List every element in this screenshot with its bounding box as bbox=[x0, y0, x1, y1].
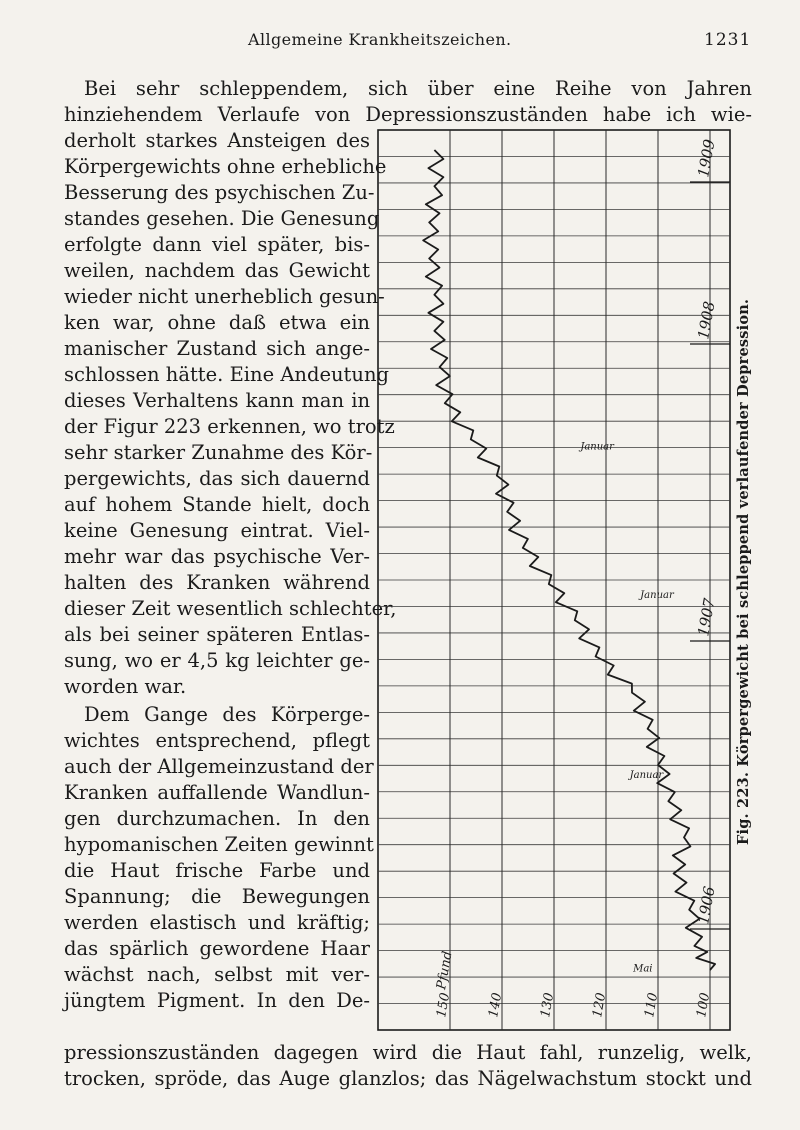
weight-tick-label: 150 bbox=[434, 991, 454, 1019]
body-line: wichtes entsprechend, pflegt bbox=[64, 729, 370, 752]
body-line: wieder nicht unerheblich gesun- bbox=[64, 285, 385, 308]
body-line: manischer Zustand sich ange- bbox=[64, 337, 370, 360]
body-line: das spärlich gewordene Haar bbox=[64, 937, 370, 960]
figure-caption: Fig. 223. Körpergewicht bei schleppend verlaufender Depression. bbox=[735, 298, 752, 845]
body-line: auch der Allgemeinzustand der bbox=[64, 755, 374, 778]
body-line: der Figur 223 erkennen, wo trotz bbox=[64, 415, 395, 438]
body-line: Bei sehr schleppendem, sich über eine Reihe von Jahren bbox=[84, 77, 752, 100]
body-line: dieser Zeit wesentlich schlechter, bbox=[64, 597, 397, 620]
body-line: Besserung des psychischen Zu- bbox=[64, 181, 375, 204]
unit-label: Pfund bbox=[434, 950, 456, 991]
body-line: gen durchzumachen. In den bbox=[64, 807, 370, 830]
weight-tick-label: 100 bbox=[694, 991, 714, 1019]
body-line: sehr starker Zunahme des Kör- bbox=[64, 441, 373, 464]
page-number: 1231 bbox=[704, 30, 752, 50]
body-line: halten des Kranken während bbox=[64, 571, 370, 594]
body-line: worden war. bbox=[64, 675, 187, 698]
body-line: pergewichts, das sich dauernd bbox=[64, 467, 370, 490]
month-label: Januar bbox=[640, 590, 674, 601]
year-label: 1906 bbox=[694, 884, 719, 926]
weight-tick-label: 110 bbox=[642, 991, 662, 1019]
body-line: pressionszuständen dagegen wird die Haut fahl, runzelig, welk, bbox=[64, 1041, 752, 1064]
body-line: keine Genesung eintrat. Viel- bbox=[64, 519, 370, 542]
weight-tick-label: 140 bbox=[486, 991, 506, 1019]
body-line: Dem Gange des Körperge- bbox=[84, 703, 370, 726]
body-line: hinziehendem Verlaufe von Depressionszuständen habe ich wie- bbox=[64, 103, 752, 126]
body-line: hypomanischen Zeiten gewinnt bbox=[64, 833, 374, 856]
body-line: standes gesehen. Die Genesung bbox=[64, 207, 380, 230]
body-line: als bei seiner späteren Entlas- bbox=[64, 623, 370, 646]
body-line: sung, wo er 4,5 kg leichter ge- bbox=[64, 649, 370, 672]
body-line: Kranken auffallende Wandlun- bbox=[64, 781, 370, 804]
running-title: Allgemeine Krankheitszeichen. bbox=[248, 30, 512, 49]
body-line: jüngtem Pigment. In den De- bbox=[64, 989, 370, 1012]
body-line: trocken, spröde, das Auge glanzlos; das Nägelwachstum stockt und bbox=[64, 1067, 752, 1090]
body-line: derholt starkes Ansteigen des bbox=[64, 129, 370, 152]
year-label: 1907 bbox=[694, 596, 719, 638]
weight-series-line bbox=[423, 150, 715, 970]
figure-223 bbox=[376, 128, 754, 1034]
month-label: Januar bbox=[580, 441, 614, 453]
body-line: weilen, nachdem das Gewicht bbox=[64, 259, 370, 282]
month-markers bbox=[578, 442, 675, 975]
weight-scale-labels bbox=[434, 950, 713, 1019]
month-label: Mai bbox=[633, 963, 653, 975]
body-line: wächst nach, selbst mit ver- bbox=[64, 963, 370, 986]
weight-tick-label: 130 bbox=[538, 991, 558, 1019]
body-line: mehr war das psychische Ver- bbox=[64, 545, 370, 568]
body-line: die Haut frische Farbe und bbox=[64, 859, 370, 882]
body-line: erfolgte dann viel später, bis- bbox=[64, 233, 370, 256]
weight-chart bbox=[376, 128, 754, 1034]
body-line: dieses Verhaltens kann man in bbox=[64, 389, 370, 412]
body-line: ken war, ohne daß etwa ein bbox=[64, 311, 370, 334]
month-label: Januar bbox=[629, 770, 664, 781]
weight-tick-label: 120 bbox=[590, 991, 610, 1019]
year-label: 1909 bbox=[694, 137, 719, 179]
body-line: schlossen hätte. Eine Andeutung bbox=[64, 363, 389, 386]
body-line: werden elastisch und kräftig; bbox=[64, 911, 370, 934]
year-label: 1908 bbox=[694, 299, 719, 341]
body-line: Spannung; die Bewegungen bbox=[64, 885, 370, 908]
body-line: Körpergewichts ohne erhebliche bbox=[64, 155, 387, 178]
body-line: auf hohem Stande hielt, doch bbox=[64, 493, 370, 516]
